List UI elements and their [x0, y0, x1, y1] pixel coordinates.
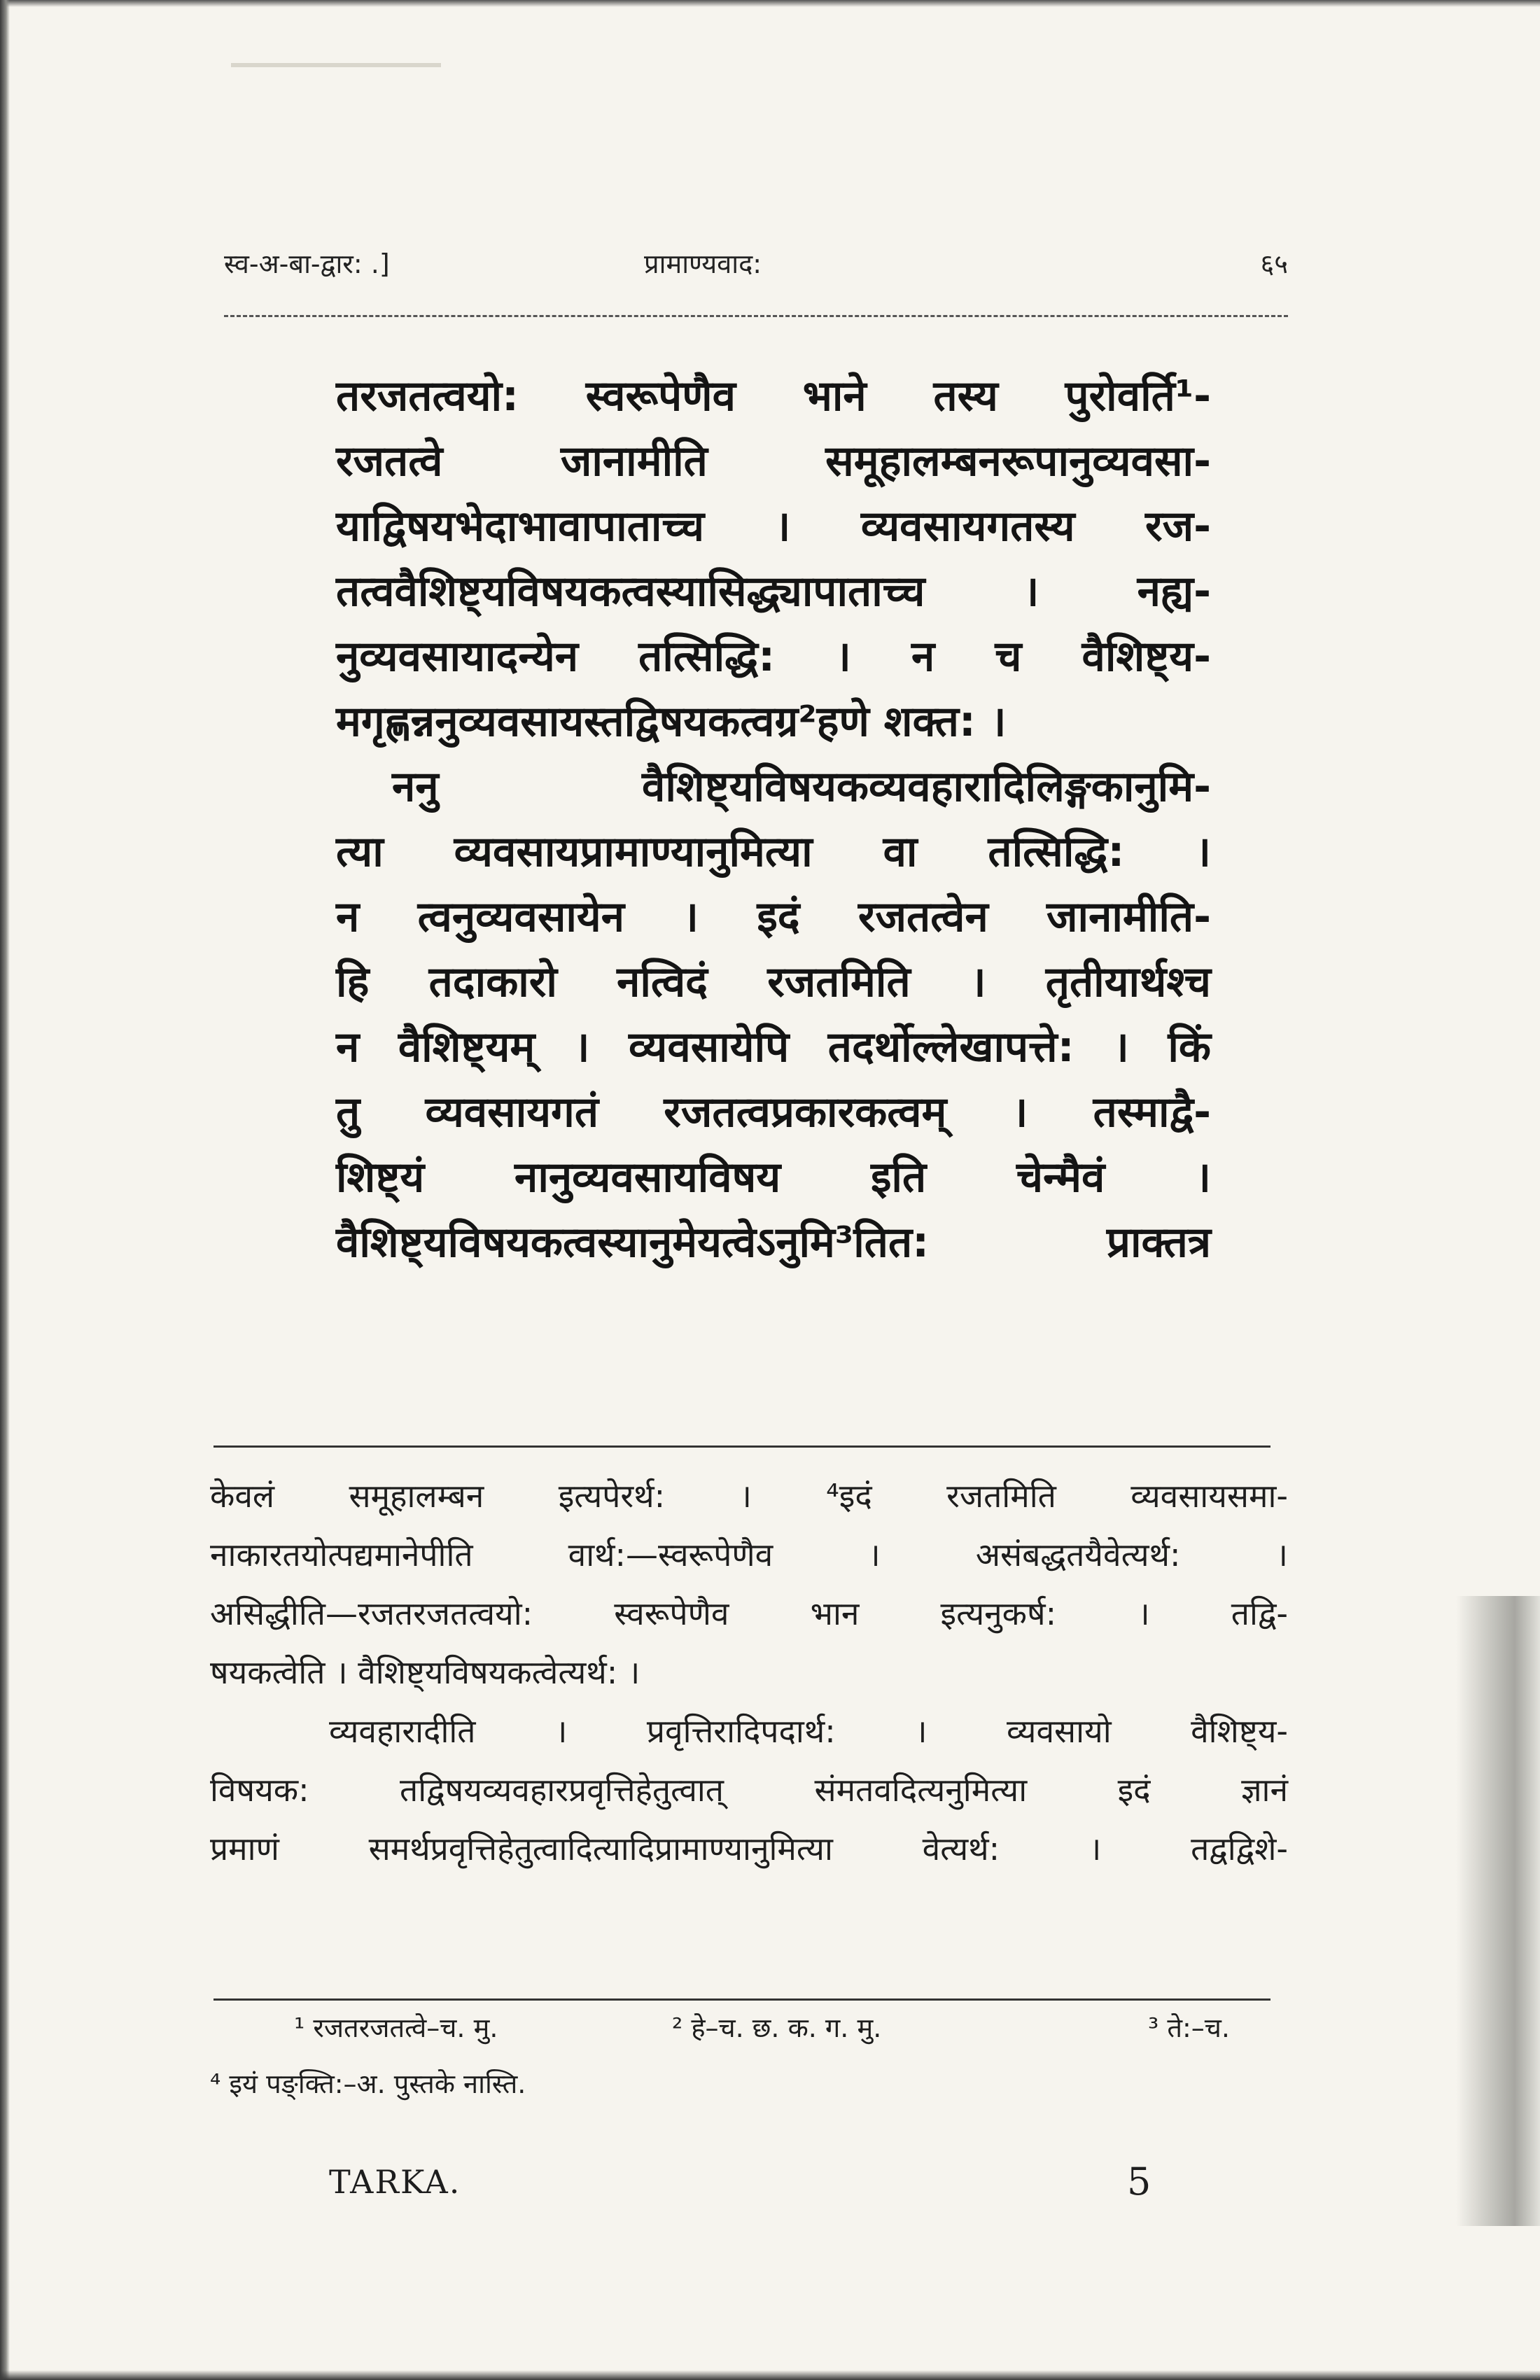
- main-line: वैशिष्ट्यविषयकत्वस्यानुमेयत्वेऽनुमि³तित: प्राक्तत्र: [336, 1218, 1211, 1267]
- main-line: ननु वैशिष्ट्यविषयकव्यवहारादिलिङ्गकानुमि-: [392, 762, 1211, 811]
- running-header: [224, 238, 1288, 301]
- paper-mark: [231, 63, 441, 67]
- torn-edge: [1456, 1596, 1540, 2226]
- header-title: प्रामाण्यवाद:: [644, 248, 762, 279]
- main-line: त्या व्यवसायप्रामाण्यानुमित्या वा तत्सिद्धि: ।: [336, 827, 1211, 876]
- page-edge-top: [0, 0, 1540, 7]
- header-section: स्व-अ-बा-द्वार: .]: [224, 248, 390, 279]
- main-line: हि तदाकारो नत्विदं रजतमिति । तृतीयार्थश्च: [336, 958, 1211, 1007]
- commentary-line: नाकारतयोत्पद्यमानेपीति वार्थ:—स्वरूपेणैव । असंबद्धतयैवेत्यर्थ: ।: [210, 1536, 1288, 1574]
- main-line: मगृह्णन्ननुव्यवसायस्तद्विषयकत्वग्र²हणे शक्त: ।: [336, 697, 1007, 746]
- main-line: न त्वनुव्यवसायेन । इदं रजतत्वेन जानामीति-: [336, 892, 1211, 941]
- main-line: याद्विषयभेदाभावापाताच्च । व्यवसायगतस्य रज-: [336, 502, 1211, 551]
- commentary: [210, 1466, 1288, 1878]
- footnote-2: ² हे–च. छ. क. ग. मु.: [672, 2012, 882, 2043]
- main-line: रजतत्वे जानामीति समूहालम्बनरूपानुव्यवसा-: [336, 437, 1211, 486]
- commentary-line: प्रमाणं समर्थप्रवृत्तिहेतुत्वादित्यादिप्रामाण्यानुमित्या वेत्यर्थ: । तद्वद्विशे-: [210, 1830, 1288, 1868]
- main-line: शिष्ट्यं नानुव्यवसायविषय इति चेन्मैवं ।: [336, 1153, 1211, 1202]
- signature-mark: TARKA.: [329, 2163, 461, 2201]
- page-edge-bottom: [0, 2370, 1540, 2380]
- header-rule: [224, 315, 1288, 317]
- header-page-number: ६५: [1260, 248, 1288, 279]
- main-line: तु व्यवसायगतं रजतत्वप्रकारकत्वम् । तस्माद्वै-: [336, 1088, 1211, 1137]
- main-line: नुव्यवसायादन्येन तत्सिद्धि: । न च वैशिष्ट्य-: [336, 632, 1211, 681]
- main-line: तरजतत्वयो: स्वरूपेणैव भाने तस्य पुरोवर्ति¹-: [336, 372, 1211, 421]
- commentary-line: व्यवहारादीति । प्रवृत्तिरादिपदार्थ: । व्यवसायो वैशिष्ट्य-: [329, 1712, 1288, 1750]
- signature-number: 5: [1127, 2160, 1152, 2204]
- commentary-line: केवलं समूहालम्बन इत्यपेरर्थ: । ⁴इदं रजतमिति व्यवसायसमा-: [210, 1477, 1288, 1515]
- footnote-divider: [214, 1998, 1270, 2001]
- footnote-3: ³ ते:–च.: [1148, 2012, 1230, 2043]
- footnote-1: ¹ रजतरजतत्वे–च. मु.: [294, 2012, 498, 2043]
- page-edge-left: [0, 0, 10, 2380]
- commentary-line: षयकत्वेति । वैशिष्ट्यविषयकत्वेत्यर्थ: ।: [210, 1653, 640, 1691]
- main-text: [336, 364, 1211, 1275]
- main-line: न वैशिष्ट्यम् । व्यवसायेपि तदर्थोल्लेखापत्ते: । किं: [336, 1023, 1211, 1072]
- commentary-divider: [214, 1446, 1270, 1448]
- commentary-line: विषयक: तद्विषयव्यवहारप्रवृत्तिहेतुत्वात् संमतवदित्यनुमित्या इदं ज्ञानं: [210, 1771, 1288, 1809]
- commentary-line: असिद्धीति—रजतरजतत्वयो: स्वरूपेणैव भान इत्यनुकर्ष: । तद्वि-: [210, 1595, 1288, 1632]
- main-line: तत्ववैशिष्ट्यविषयकत्वस्यासिद्ध्यापाताच्च । नह्य-: [336, 567, 1211, 616]
- footnote-4: ⁴ इयं पङ्क्ति:–अ. पुस्तके नास्ति.: [210, 2068, 526, 2099]
